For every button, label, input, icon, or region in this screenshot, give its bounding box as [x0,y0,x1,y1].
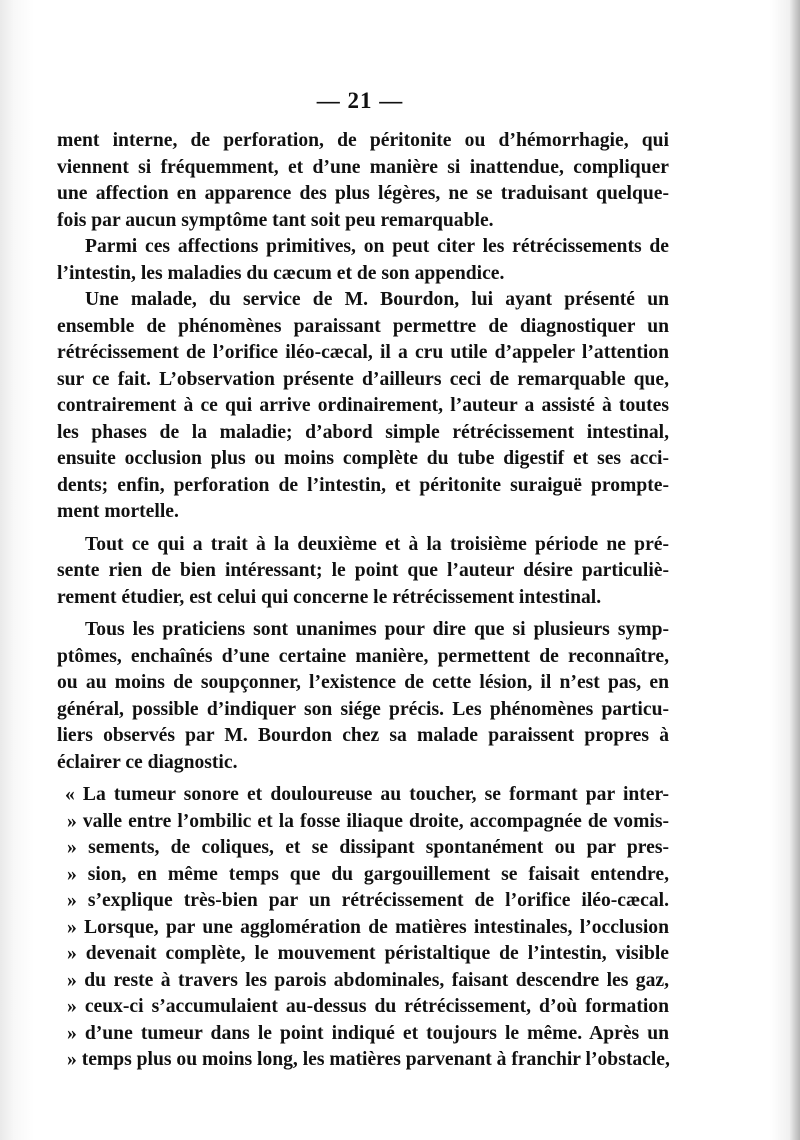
text-line: ou au moins de soupçonner, l’existence de cette lésion, il n’est pas, en [57,672,669,693]
quote-line: » s’explique très-bien par un rétrécissement de l’orifice iléo-cæcal. [67,890,669,911]
text-line: viennent si fréquemment, et d’une manière si inattendue, compliquer [57,156,669,178]
text-line: sente rien de bien intéressant; le point que l’auteur désire particuliè- [57,560,669,581]
text-line: ment interne, de perforation, de péritonite ou d’hémorrhagie, qui [57,130,669,151]
quote-line: » du reste à travers les parois abdominales, faisant descendre les gaz, [67,969,669,991]
text-line: rétrécissement de l’orifice iléo-cæcal, il a cru utile d’appeler l’attention [57,342,669,363]
page-edge-shadow [790,0,800,1140]
page-number: — 21 — [316,88,404,113]
text-line: Parmi ces affections primitives, on peut citer les rétrécissements de [85,236,669,257]
text-line: une affection en apparence des plus légères, ne se traduisant quelque- [57,183,669,204]
quote-line: » Lorsque, par une agglomération de matières intestinales, l’occlusion [67,916,669,938]
text-line: général, possible d’indiquer son siége précis. Les phénomènes particu- [57,698,669,720]
text-line: contrairement à ce qui arrive ordinairement, l’auteur a assisté à toutes [57,395,669,416]
quote-line: » valle entre l’ombilic et la fosse iliaque droite, accompagnée de vomis- [67,810,669,832]
quote-line: « La tumeur sonore et douloureuse au toucher, se formant par inter- [65,784,669,805]
text-line: sur ce fait. L’observation présente d’ailleurs ceci de remarquable que, [57,368,669,390]
text-line: ptômes, enchaînés d’une certaine manière, permettent de reconnaître, [57,645,669,667]
text-line: Tout ce qui a trait à la deuxième et à la troisième période ne pré- [85,533,669,555]
quote-line: » sements, de coliques, et se dissipant spontanément ou par pres- [67,837,669,858]
text-line: dents; enfin, perforation de l’intestin, et péritonite suraiguë prompte- [57,474,669,496]
text-line: éclairer ce diagnostic. [57,751,238,773]
text-line: Une malade, du service de M. Bourdon, lui ayant présenté un [85,289,669,310]
quote-line: » sion, en même temps que du gargouillement se faisait entendre, [67,863,669,885]
quote-line: » devenait complète, le mouvement péristaltique de l’intestin, visible [67,943,669,964]
quote-line: » ceux-ci s’accumulaient au-dessus du rétrécissement, d’où formation [67,996,669,1017]
text-line: ment mortelle. [57,501,179,522]
text-line: fois par aucun symptôme tant soit peu remarquable. [57,209,494,231]
text-line: Tous les praticiens sont unanimes pour dire que si plusieurs symp- [85,619,669,640]
text-line: liers observés par M. Bourdon chez sa malade paraissent propres à [57,725,669,746]
text-line: ensuite occlusion plus ou moins complète du tube digestif et ses acci- [57,448,669,469]
body-text [57,128,669,1074]
text-line: l’intestin, les maladies du cæcum et de son appendice. [57,262,505,284]
text-line: rement étudier, est celui qui concerne le rétrécissement intestinal. [57,586,602,608]
quote-line: » d’une tumeur dans le point indiqué et toujours le même. Après un [67,1022,669,1044]
quote-line: » temps plus ou moins long, les matières parvenant à franchir l’obstacle, [67,1049,670,1070]
text-line: les phases de la maladie; d’abord simple rétrécissement intestinal, [57,421,669,443]
text-line: ensemble de phénomènes paraissant permettre de diagnostiquer un [57,315,669,337]
